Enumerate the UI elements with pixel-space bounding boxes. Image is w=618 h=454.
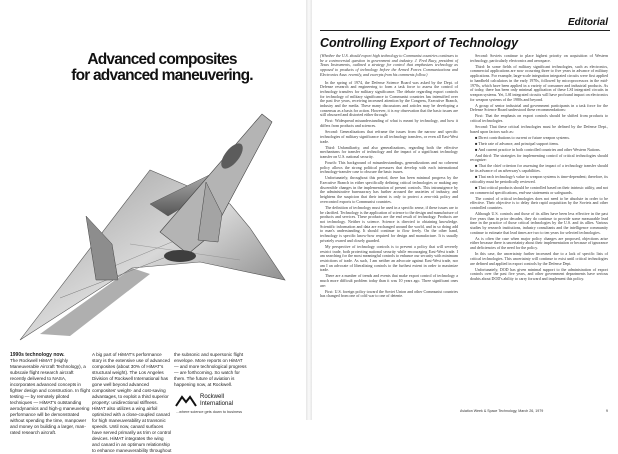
- ad-body-text: the subsonic and supersonic flight envelope. More reports on HiMAT — and more technological progress — are forthcoming. So watch for them. The future of aviation is happening now, at Rockwell.: [174, 352, 247, 387]
- editorial-paragraph: The definition of technology must be used in a specific sense, if these issues are to be clarified. Technology is the application of science to the design and manufacture of products and services. These products are the end result of technology. Products are not technology. Neither is science. Science is directed to obtaining knowledge. Scientific information and data are exchanged around the world, and in so doing add to man's understanding. It should continue to flow freely. On the other hand, technology is specific know-how required for design and manufacture. It is usually privately owned and closely guarded.: [320, 204, 458, 243]
- himat-aircraft-illustration: [0, 84, 306, 352]
- editorial-paragraph: First: Widespread misunderstanding of what is meant by technology, and how it differs from products and sciences.: [320, 118, 458, 129]
- editorial-paragraph: Third: Unfamiliarity, and also generalizations, regarding both the effective mechanisms for transfer of technology and the impact of a significant technology transfer on U.S. national security.: [320, 144, 458, 159]
- editorial-intro: (Whether the U.S. should export high technology to Communist countries continues to be a controversial question in government and industry. J. Fred Bucy, president of Texas Instruments, outlined a strategy for control that emphasizes technology as opposed to products of technology before the Armed Forces Communications and Electronics Assn. recently, and excerpts from his comments follow.): [320, 53, 458, 77]
- editorial-paragraph: Second: That these critical technologies must be defined by the Defense Dept., based upon factors such as:: [470, 124, 608, 134]
- advertisement-page: [0, 0, 306, 453]
- rockwell-name-line-2: International: [200, 400, 234, 407]
- editorial-paragraph: Fourth: This background of misunderstandings, generalizations and no coherent policy allows the strong political pressures that develop with each international technology-transfer case to obscure the basic issues.: [320, 159, 458, 175]
- ad-headline-line-2: for advanced maneuvering.: [71, 67, 253, 84]
- rockwell-logo-icon: [175, 395, 197, 407]
- editorial-paragraph: Unfortunately, DOD has given minimal support to the administration of export controls over the past five years, and other government departments have serious doubts about DOD's ability to carry forward and implement this policy.: [470, 266, 608, 281]
- editorial-paragraph: First: U.S. foreign policy toward the Soviet Union and other Communist countries has changed from one of cold war to one of detente.: [320, 288, 458, 299]
- editorial-paragraph: Second: Soviets continue to place highest priority on acquisition of Western technology, particularly electronics and aerospace.: [470, 53, 608, 63]
- ad-body-column-1: [10, 352, 90, 436]
- rockwell-wordmark: [200, 394, 260, 407]
- editorial-paragraph: ■ Direct contributions to current or future weapon systems.: [475, 134, 570, 140]
- editorial-paragraph: Second: Generalizations that reframe the issues from the narrow and specific technologies of military significance to all technology transfers, or even all East-West trade.: [320, 129, 458, 144]
- editorial-paragraph: My perspective of technology controls is to prevent a policy that will severely restrict trade, both protecting national security while encouraging East-West trade. I am searching for the most meaningful controls to enhance our security with minimum restrictions of trade. As such, I am neither an advocate against East-West trade, nor am I an advocate of liberalizing controls to the furthest extent in order to maximize trade.: [320, 243, 458, 273]
- editorial-paragraph: The control of critical technologies does not need to be absolute in order to be effective. Their objective is to delay their rapid acquisition by the Soviets and other controlled countries.: [470, 195, 608, 210]
- editorial-title: Controlling Export of Technology: [320, 36, 519, 50]
- ad-body-column-3: [174, 352, 248, 388]
- header-rule: [320, 30, 610, 31]
- editorial-paragraph: ■ That critical products should be controlled based on their intrinsic utility, and not on commercial specifications, end-use statements or safeguards.: [470, 184, 608, 195]
- ad-headline: [62, 52, 262, 84]
- editorial-paragraph: In this case, the uncertainty further increased due to a lack of specific lists of critical technologies. This uncertainty will continue to exist until critical technologies are defined and applied in export controls by the Defense Dept.: [470, 251, 608, 266]
- editorial-paragraph: ■ That the chief criterion for assessing the impact of a technology transfer should be its advance of an adversary's capabilities.: [470, 163, 608, 174]
- aircraft-engine-inlet: [164, 250, 196, 262]
- ad-body-column-2: [92, 352, 172, 454]
- editorial-paragraph: Third: In some fields of military significant technologies, such as electronics, commercial applications are now occurring three to five years in advance of military applications. For example, large-scale integration integrated circuits were first applied to handheld calculators in the early 1970s, followed by microprocessors in the mid-1970s, which have been applied in a variety of consumer and industrial products. As of today, there has been only minimal application of these LSI integrated circuits in weapon systems. Yet, LSI integrated circuits will have profound impact on electronics for weapon systems of the 1980s and beyond.: [470, 63, 608, 102]
- page-number: 9: [605, 409, 608, 413]
- editorial-column-2: [470, 54, 608, 404]
- editorial-paragraph: And third: The strategies for implementing control of critical technologies should recognize:: [470, 152, 608, 163]
- section-label: Editorial: [567, 17, 608, 28]
- editorial-paragraph: ■ That each technology's value to weapon systems is time-dependent; therefore, its criticality must be periodically reviewed.: [470, 174, 608, 184]
- rockwell-name-line-1: Rockwell: [200, 394, 225, 400]
- ad-body-text: The Rockwell HiMAT (Highly Maneuverable Aircraft Technology), a subscale flight research aircraft recently delivered to NASA, incorporates advanced concepts in fighter design and construction. In flight testing — by remotely piloted techniques — HiMAT's outstanding aerodynamics and high-g maneuvering performance will be demonstrated without spending the time, manpower and money on building a larger, man-rated research aircraft.: [10, 358, 90, 435]
- ad-lead: 1990s technology now.: [10, 352, 65, 358]
- editorial-paragraph: Unfortunately, throughout this period, there has been minimal progress by the Executive Branch in either specifically defining critical technologies or making any discernible changes in the implementation of present controls. This intransigence by the administrative bureaucracy has further aroused the anxieties of industry, and heightens the suspicion that their intent is only to protect a zero-risk policy and overcontrol exports to Communist countries.: [320, 175, 458, 204]
- editorial-paragraph: ■ Their rate of advance, and principal support items.: [475, 140, 560, 146]
- editorial-paragraph: A group of senior industrial and government participants in a task force for the Defense Science Board understood these recommendations:: [470, 102, 608, 113]
- ad-headline-line-1: Advanced composites: [87, 51, 237, 68]
- editorial-paragraph: First: That the emphasis on export controls should be shifted from products to critical technologies.: [470, 113, 608, 124]
- ad-body-text: A big part of HiMAT's performance story is the extensive use of advanced composites (about 30% of HiMAT's structural weight). The Los Angeles Division of Rockwell International has gone well beyond advanced composites' weight- and cost-saving advantages, to exploit a third superior property: unidirectional stiffness. HiMAT also utilizes a wing airfoil optimized with a close-coupled canard for high maneuverability at transonic speeds. Until now, canard surfaces have served primarily as trim or control devices. HiMAT integrates the wing and canard in an optimum relationship to enhance maneuverability throughout: [92, 352, 172, 453]
- editorial-paragraph: Although U.S. controls and those of its allies have been less effective in the past five years than in prior decades, they do continue to provide some measurable lead time in the practice of those critical technologies by the U.S. and its allies. Various studies by research institutions, industry consultants and the intelligence community continue to estimate that lead times are two to ten years for selected technologies.: [470, 210, 608, 235]
- aircraft-main-wing: [20, 170, 285, 340]
- publication-footer: Aviation Week & Space Technology, March 26, 1979: [460, 409, 544, 413]
- editorial-paragraph: In the spring of 1974, the Defense Science Board was asked by the Dept. of Defense research and engineering to form a task force to assess the control of technology transfers for military significance. The debate regarding export controls for technology of military significance to Communist countries has intensified over the past five years, receiving increased attention by the Congress, Executive Branch, industry and the media. These many discussions and articles may be developing a consensus as a basis for action. However, it is my observation that the basic issues are still obscured and distorted either through:: [320, 79, 458, 118]
- editorial-paragraph: There are a number of trends and events that make export control of technology a much more difficult problem today than it was 10 years ago. Three significant ones are:: [320, 273, 458, 288]
- editorial-page: [312, 0, 618, 420]
- editorial-paragraph: ■ And current practice in both controlled countries and other Western Nations.: [475, 146, 601, 152]
- editorial-paragraph: As is often the case when major policy changes are proposed, objections arise either because there is uncertainty about their implementation or because of ignorance and deficiencies of the need for the policy.: [470, 235, 608, 251]
- rockwell-tagline: ...where science gets down to business: [176, 410, 243, 414]
- editorial-column-1: [320, 54, 458, 404]
